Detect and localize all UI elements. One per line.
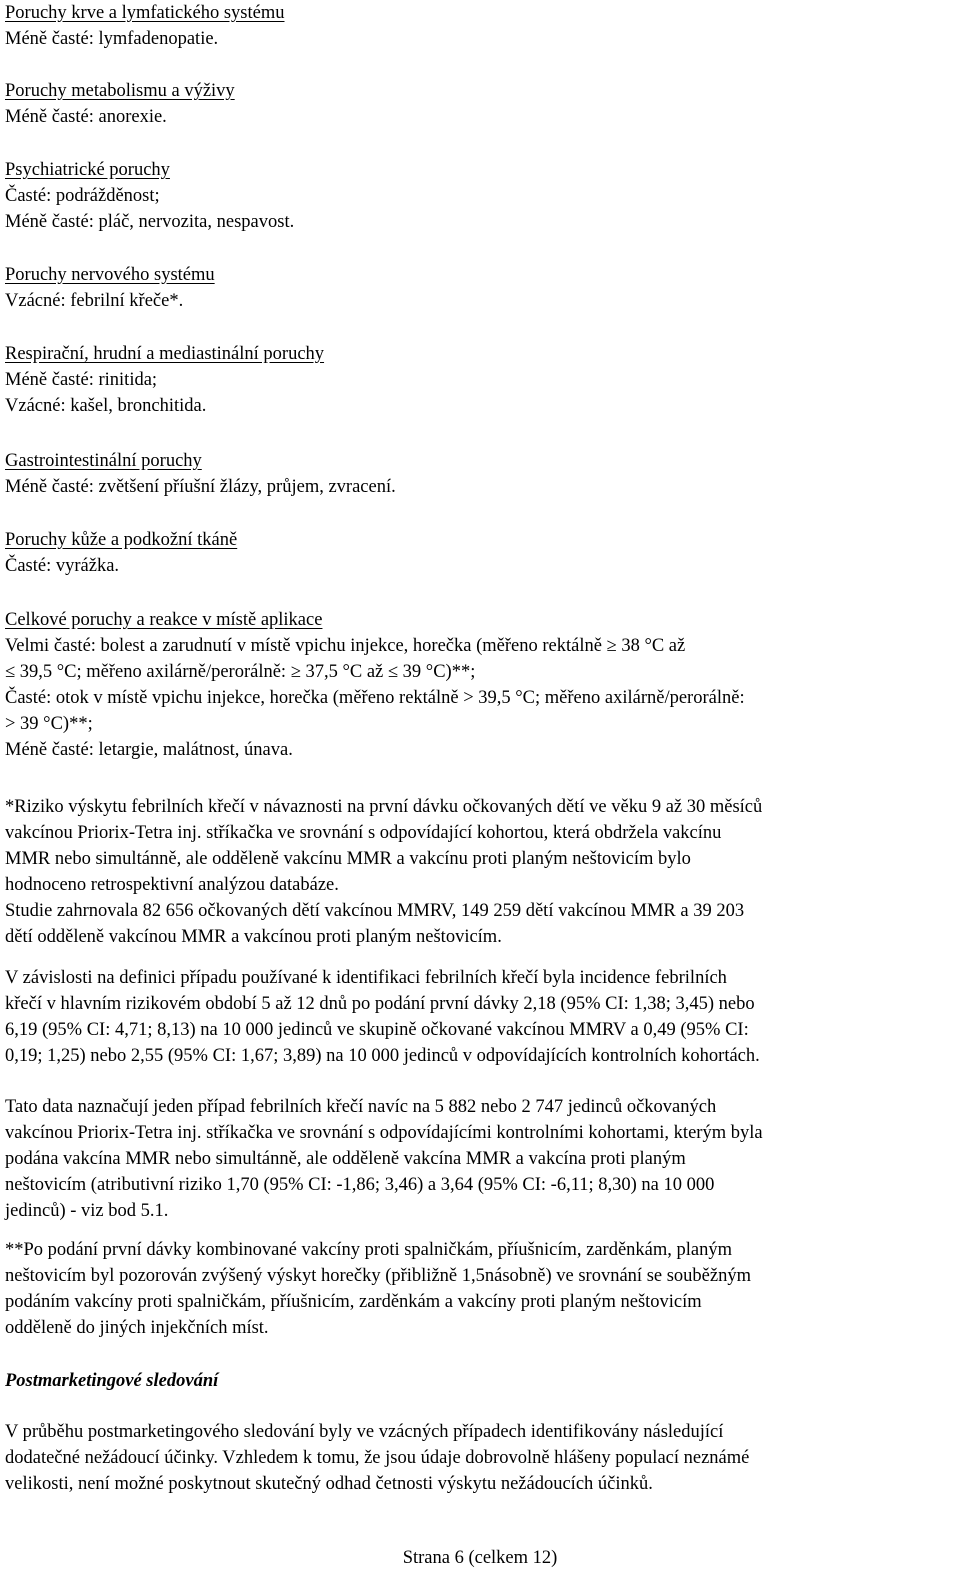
section-line: Časté: podrážděnost; [5, 186, 160, 206]
paragraph-line: Tato data naznačují jeden případ febrilních křečí navíc na 5 882 nebo 2 747 jedinců očkovaných [5, 1097, 717, 1117]
paragraph-line: 6,19 (95% CI: 4,71; 8,13) na 10 000 jedinců ve skupině očkované vakcínou MMRV a 0,49 (95% CI: [5, 1020, 749, 1040]
section-line: Vzácné: febrilní křeče*. [5, 291, 184, 311]
paragraph-line: dodatečné nežádoucí účinky. Vzhledem k tomu, že jsou údaje dobrovolně hlášeny populací neznámé [5, 1448, 750, 1468]
section-blood [5, 0, 955, 52]
paragraph-attributable-risk [5, 1094, 955, 1224]
section-nervous [5, 262, 955, 314]
section-skin [5, 527, 955, 579]
paragraph-line: V průběhu postmarketingového sledování byly ve vzácných případech identifikovány následující [5, 1422, 724, 1442]
section-heading: Psychiatrické poruchy [5, 160, 170, 180]
footnote-febrile-risk [5, 794, 955, 950]
section-line: Méně časté: lymfadenopatie. [5, 29, 219, 49]
paragraph-line: V závislosti na definici případu používané k identifikaci febrilních křečí byla incidence febrilních [5, 968, 727, 988]
paragraph-line: vakcínou Priorix-Tetra inj. stříkačka ve srovnání s odpovídajícími kontrolními kohortami, kterým byla [5, 1123, 763, 1143]
paragraph-line: hodnoceno retrospektivní analýzou databáze. [5, 875, 339, 895]
paragraph-line: neštovicím (atributivní riziko 1,70 (95% CI: -1,86; 3,46) a 3,64 (95% CI: -6,11; 8,30) na 10 000 [5, 1175, 715, 1195]
section-heading: Poruchy metabolismu a výživy [5, 81, 235, 101]
footnote-fever [5, 1237, 955, 1341]
section-line: Méně časté: anorexie. [5, 107, 167, 127]
section-respiratory [5, 341, 955, 419]
paragraph-line: 0,19; 1,25) nebo 2,55 (95% CI: 1,67; 3,89) na 10 000 jedinců v odpovídajících kontrolních kohortách. [5, 1046, 760, 1066]
paragraph-line: vakcínou Priorix-Tetra inj. stříkačka ve srovnání s odpovídající kohortou, která obdržela vakcínu [5, 823, 722, 843]
paragraph-line: MMR nebo simultánně, ale odděleně vakcínu MMR a vakcínu proti planým neštovicím bylo [5, 849, 691, 869]
section-line: Méně časté: rinitida; [5, 370, 158, 390]
section-heading: Celkové poruchy a reakce v místě aplikace [5, 610, 323, 630]
section-line: Méně časté: pláč, nervozita, nespavost. [5, 212, 295, 232]
section-line: Méně časté: zvětšení příušní žlázy, průjem, zvracení. [5, 477, 396, 497]
paragraph-line: dětí odděleně vakcínou MMR a vakcínou proti planým neštovicím. [5, 927, 502, 947]
section-line: Méně časté: letargie, malátnost, únava. [5, 740, 293, 760]
section-heading: Gastrointestinální poruchy [5, 451, 202, 471]
section-line: Vzácné: kašel, bronchitida. [5, 396, 207, 416]
paragraph-line: odděleně do jiných injekčních míst. [5, 1318, 269, 1338]
paragraph-line: Studie zahrnovala 82 656 očkovaných dětí vakcínou MMRV, 149 259 dětí vakcínou MMR a 39 203 [5, 901, 745, 921]
paragraph-line: *Riziko výskytu febrilních křečí v návaznosti na první dávku očkovaných dětí ve věku 9 až 30 měsíců [5, 797, 763, 817]
paragraph-line: jedinců) - viz bod 5.1. [5, 1201, 169, 1221]
section-heading: Poruchy krve a lymfatického systému [5, 3, 285, 23]
section-heading: Postmarketingové sledování [5, 1371, 219, 1391]
section-heading: Respirační, hrudní a mediastinální poruchy [5, 344, 325, 364]
section-line: ≤ 39,5 °C; měřeno axilárně/perorálně: ≥ 37,5 °C až ≤ 39 °C)**; [5, 662, 476, 682]
section-line: Časté: otok v místě vpichu injekce, horečka (měřeno rektálně > 39,5 °C; měřeno axilárně/perorálně: [5, 688, 745, 708]
section-heading: Poruchy kůže a podkožní tkáně [5, 530, 238, 550]
paragraph-line: podána vakcína MMR nebo simultánně, ale odděleně vakcína MMR a vakcína proti planým [5, 1149, 686, 1169]
paragraph-line: neštovicím byl pozorován zvýšený výskyt horečky (přibližně 1,5násobně) ve srovnání se souběžným [5, 1266, 751, 1286]
section-metabolism [5, 78, 955, 130]
section-line: Velmi časté: bolest a zarudnutí v místě vpichu injekce, horečka (měřeno rektálně ≥ 38 °C až [5, 636, 686, 656]
paragraph-line: **Po podání první dávky kombinované vakcíny proti spalničkám, příušnicím, zarděnkám, planým [5, 1240, 733, 1260]
page-number: Strana 6 (celkem 12) [402, 1548, 558, 1568]
section-general [5, 607, 955, 763]
section-heading: Poruchy nervového systému [5, 265, 215, 285]
paragraph-line: křečí v hlavním rizikovém období 5 až 12 dnů po podání první dávky 2,18 (95% CI: 1,38; 3,45) nebo [5, 994, 755, 1014]
paragraph-postmarketing [5, 1419, 955, 1497]
section-line: > 39 °C)**; [5, 714, 93, 734]
section-gastro [5, 448, 955, 500]
section-psychiatric [5, 157, 955, 235]
paragraph-incidence [5, 965, 955, 1069]
paragraph-line: podáním vakcíny proti spalničkám, příušnicím, zarděnkám a vakcíny proti planým neštovicím [5, 1292, 702, 1312]
section-postmarketing [5, 1368, 955, 1394]
paragraph-line: velikosti, není možné poskytnout skutečný odhad četnosti výskytu nežádoucích účinků. [5, 1474, 653, 1494]
section-line: Časté: vyrážka. [5, 556, 120, 576]
